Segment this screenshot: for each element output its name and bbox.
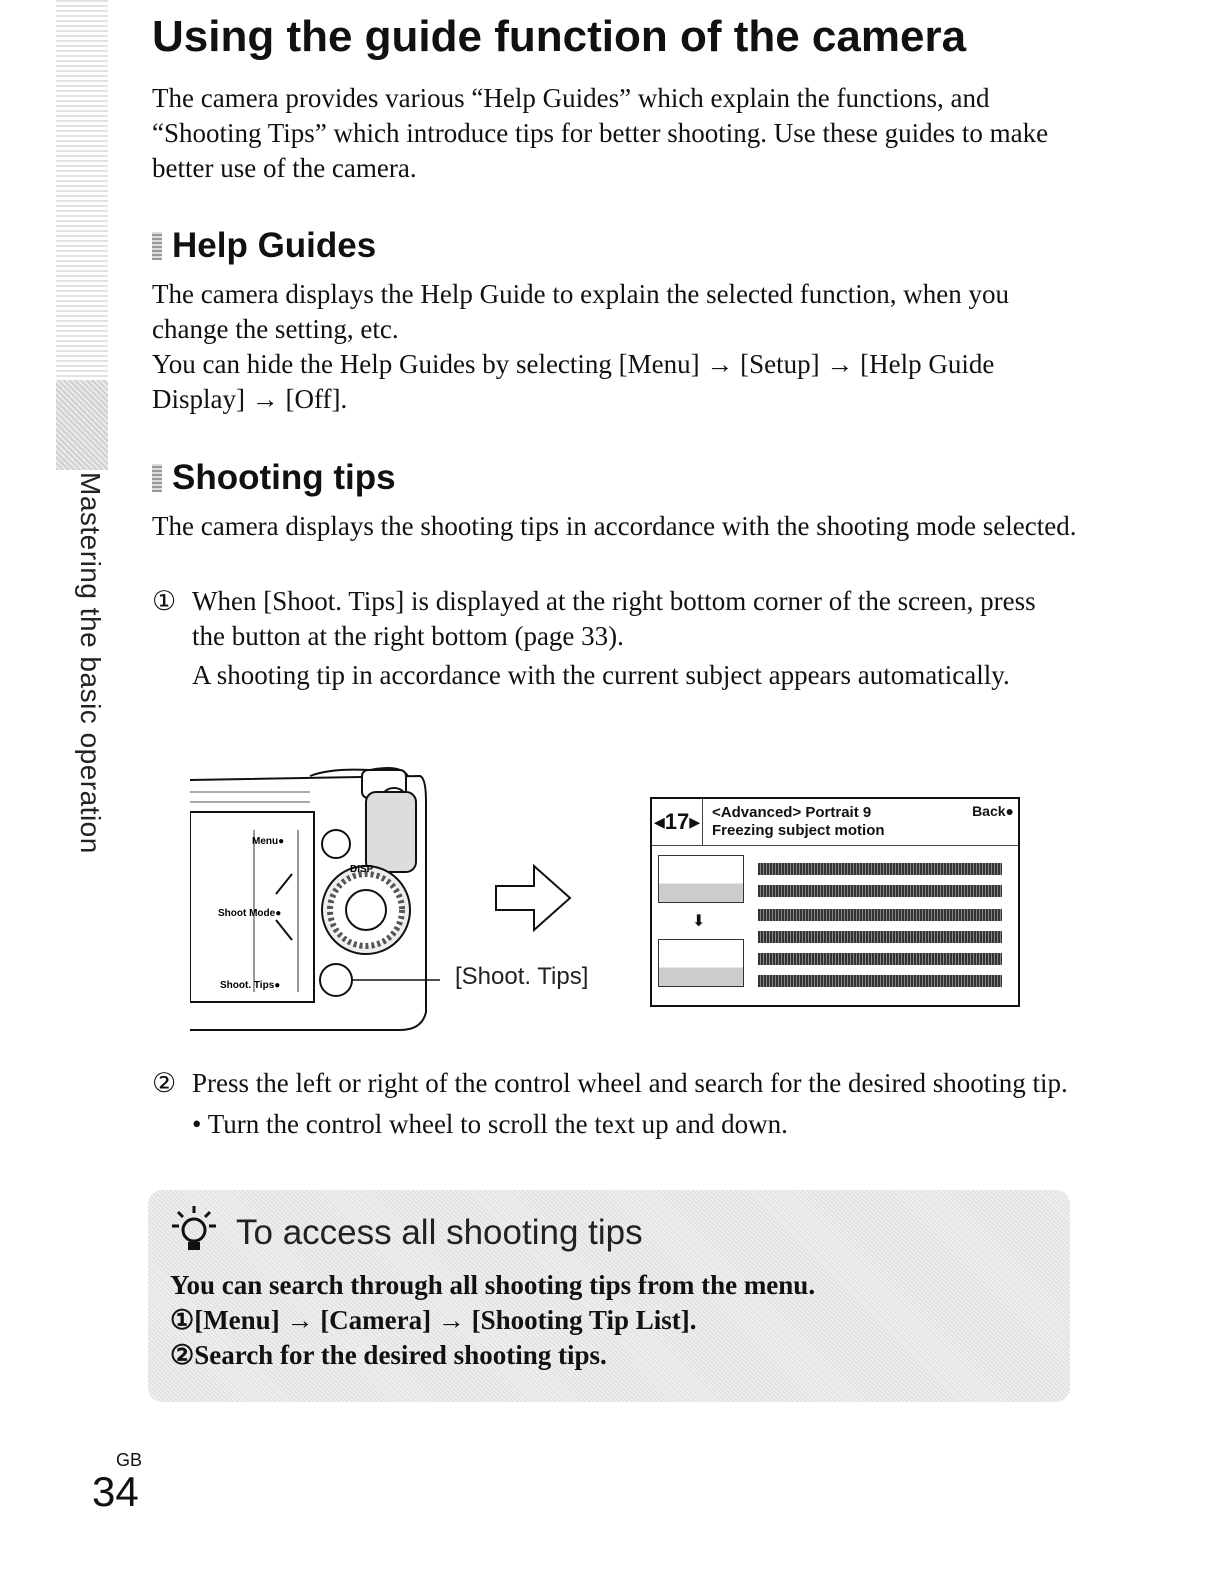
screen-menu-label: Menu● [252, 836, 285, 847]
help-guides-para1: The camera displays the Help Guide to explain the selected function, when you change the setting, etc. [152, 279, 1009, 344]
step-2-bullet: • Turn the control wheel to scroll the text up and down. [192, 1109, 788, 1139]
step-1-note: A shooting tip in accordance with the current subject appears automatically. [192, 660, 1010, 690]
shooting-tips-para: The camera displays the shooting tips in accordance with the shooting mode selected. [152, 511, 1077, 541]
page-number: 34 [92, 1468, 139, 1515]
shooting-tips-heading-text: Shooting tips [172, 458, 396, 497]
tip-box-line-1: You can search through all shooting tips from the menu. [170, 1270, 816, 1300]
help-guides-heading-text: Help Guides [172, 226, 377, 265]
heading-marker-icon [152, 464, 162, 492]
shoot-tips-callout: [Shoot. Tips] [455, 963, 589, 990]
tip-box-line-2: ①[Menu] → [Camera] → [Shooting Tip List]. [170, 1305, 697, 1335]
region-code: GB [116, 1450, 143, 1470]
arrow-right-icon [494, 862, 574, 934]
tip-text-line [758, 863, 1002, 875]
shooting-tips-heading [152, 458, 396, 498]
step-1 [152, 584, 1072, 693]
tip-text-line [758, 909, 1002, 921]
tip-image-before [658, 855, 744, 903]
intro-paragraph: The camera provides various “Help Guides” which explain the functions, and “Shooting Tips” which introduce tips for better shooting. Use these guides to make better use of the camera. [152, 83, 1049, 183]
step-2 [152, 1066, 1072, 1142]
tip-text-line [758, 885, 1002, 897]
tip-image-after [658, 939, 744, 987]
tip-text-line [758, 975, 1002, 987]
page-title: Using the guide function of the camera [152, 12, 967, 61]
lcd-screen [650, 797, 1020, 1007]
screen-shoot-mode-label: Shoot Mode● [218, 908, 282, 919]
camera-back-illustration [190, 762, 440, 1034]
lightbulb-icon [170, 1204, 218, 1256]
lcd-title: <Advanced> Portrait 9 [712, 804, 872, 821]
lcd-back-label: Back● [972, 803, 1014, 819]
tip-box-line-3: ②Search for the desired shooting tips. [170, 1340, 607, 1370]
step-2-text: Press the left or right of the control wheel and search for the desired shooting tip. [192, 1068, 1068, 1098]
down-arrow-icon: ⬇ [692, 913, 706, 930]
lcd-header [652, 799, 1018, 846]
lcd-subtitle: Freezing subject motion [712, 822, 885, 839]
section-tab-label: Mastering the basic operation [75, 472, 106, 854]
tip-box-title: To access all shooting tips [236, 1213, 643, 1252]
screen-shoot-tips-label: Shoot. Tips● [220, 980, 281, 991]
tip-text-line [758, 953, 1002, 965]
lcd-page-indicator: ◂17▸ [652, 799, 703, 845]
tip-text-line [758, 931, 1002, 943]
section-tab-marker [56, 380, 108, 470]
help-guides-para2: You can hide the Help Guides by selecting [Menu] → [Setup] → [Help Guide Display] → [Off]. [152, 349, 995, 414]
step-2-number: ② [152, 1068, 177, 1098]
heading-marker-icon [152, 232, 162, 260]
step-1-text: When [Shoot. Tips] is displayed at the right bottom corner of the screen, press the button at the right bottom (page 33). [192, 586, 1036, 651]
help-guides-heading [152, 226, 376, 266]
disp-label: DISP [350, 864, 374, 875]
lcd-title-block [712, 804, 885, 840]
step-1-number: ① [152, 586, 177, 616]
